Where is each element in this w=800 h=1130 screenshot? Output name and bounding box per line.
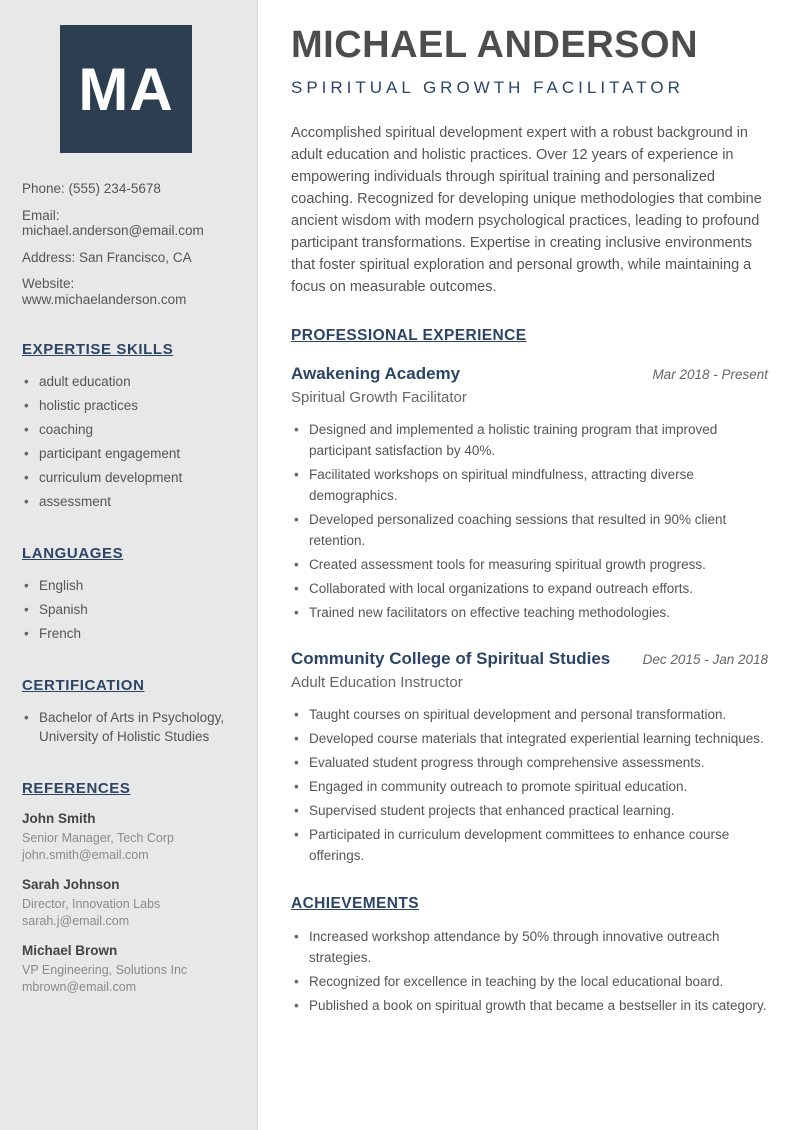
job-dates: Mar 2018 - Present <box>652 366 768 382</box>
achievements-list <box>291 926 768 1016</box>
job-bullet: • Taught courses on spiritual development and personal transformation. <box>291 704 768 725</box>
job-bullet: • Created assessment tools for measuring spiritual growth progress. <box>291 554 768 575</box>
skill-item: • assessment <box>22 492 237 511</box>
skill-item: • coaching <box>22 420 237 439</box>
contact-phone: Phone: (555) 234-5678 <box>22 181 161 196</box>
job-role: Adult Education Instructor <box>291 673 463 691</box>
skill-item: • adult education <box>22 372 237 391</box>
achievements-heading: ACHIEVEMENTS <box>291 894 419 912</box>
professional-experience-heading: PROFESSIONAL EXPERIENCE <box>291 326 527 344</box>
monogram-initials: MA <box>78 55 174 123</box>
job-header <box>291 364 768 384</box>
reference-name: Michael Brown <box>22 943 118 959</box>
reference-entry <box>22 811 237 864</box>
job-bullet: • Participated in curriculum development committees to enhance course offerings. <box>291 824 768 866</box>
job-role: Spiritual Growth Facilitator <box>291 388 467 406</box>
job-bullet: • Trained new facilitators on effective teaching methodologies. <box>291 602 768 623</box>
job-bullet: • Facilitated workshops on spiritual mindfulness, attracting diverse demographics. <box>291 464 768 506</box>
job-bullet: • Engaged in community outreach to promote spiritual education. <box>291 776 768 797</box>
languages-list <box>22 576 237 643</box>
reference-entry <box>22 877 237 930</box>
achievement-bullet: • Recognized for excellence in teaching by the local educational board. <box>291 971 768 992</box>
job-dates: Dec 2015 - Jan 2018 <box>642 651 768 667</box>
job-entry <box>291 364 768 623</box>
job-bullet: • Developed personalized coaching sessions that resulted in 90% client retention. <box>291 509 768 551</box>
achievement-bullet: • Increased workshop attendance by 50% through innovative outreach strategies. <box>291 926 768 968</box>
company-name: Community College of Spiritual Studies <box>291 648 611 668</box>
job-bullet: • Developed course materials that integrated experiential learning techniques. <box>291 728 768 749</box>
skill-item: • curriculum development <box>22 468 237 487</box>
job-bullet: • Collaborated with local organizations to expand outreach efforts. <box>291 578 768 599</box>
main-content <box>258 0 800 1130</box>
company-name: Awakening Academy <box>291 363 461 383</box>
references-heading: REFERENCES <box>22 780 131 798</box>
reference-name: John Smith <box>22 811 96 827</box>
languages-heading: LANGUAGES <box>22 545 124 563</box>
reference-email: sarah.j@email.com <box>22 914 130 929</box>
reference-email: mbrown@email.com <box>22 980 137 995</box>
professional-title: SPIRITUAL GROWTH FACILITATOR <box>291 77 684 97</box>
contact-email: Email: michael.anderson@email.com <box>22 207 204 239</box>
reference-role: VP Engineering, Solutions Inc <box>22 963 188 978</box>
expertise-skills-list <box>22 372 237 511</box>
job-header <box>291 649 768 669</box>
certification-list <box>22 708 237 746</box>
reference-email: john.smith@email.com <box>22 848 149 863</box>
contact-address: Address: San Francisco, CA <box>22 249 192 265</box>
skill-item: • participant engagement <box>22 444 237 463</box>
job-bullet-list <box>291 419 768 623</box>
job-bullet: • Supervised student projects that enhanced practical learning. <box>291 800 768 821</box>
page-title: MICHAEL ANDERSON <box>291 24 699 66</box>
reference-role: Director, Innovation Labs <box>22 897 161 912</box>
job-bullet: • Designed and implemented a holistic training program that improved participant satisfaction by 40%. <box>291 419 768 461</box>
job-bullet: • Evaluated student progress through comprehensive assessments. <box>291 752 768 773</box>
monogram-avatar <box>60 25 192 153</box>
certification-heading: CERTIFICATION <box>22 677 145 695</box>
job-bullet-list <box>291 704 768 866</box>
reference-role: Senior Manager, Tech Corp <box>22 831 174 846</box>
summary-paragraph: Accomplished spiritual development expert with a robust background in adult education and holistic practices. Over 12 years of experience in empowering individuals through spiritual training and personalized coaching. Recognized for developing unique methodologies that combine ancient wisdom with modern psychological practices, leading to profound participant transformations. Expertise in creating inclusive environments that foster spiritual exploration and personal growth, while maintaining a focus on measurable outcomes. <box>291 124 762 295</box>
language-item: • Spanish <box>22 600 237 619</box>
reference-entry <box>22 943 237 996</box>
contact-website: Website: www.michaelanderson.com <box>22 276 187 307</box>
certification-item: • Bachelor of Arts in Psychology, University of Holistic Studies <box>22 708 237 746</box>
sidebar <box>0 0 258 1130</box>
achievement-bullet: • Published a book on spiritual growth that became a bestseller in its category. <box>291 995 768 1016</box>
reference-name: Sarah Johnson <box>22 877 120 893</box>
skill-item: • holistic practices <box>22 396 237 415</box>
language-item: • English <box>22 576 237 595</box>
expertise-skills-heading: EXPERTISE SKILLS <box>22 341 174 359</box>
language-item: • French <box>22 624 237 643</box>
job-entry <box>291 649 768 866</box>
contact-info <box>22 181 237 307</box>
